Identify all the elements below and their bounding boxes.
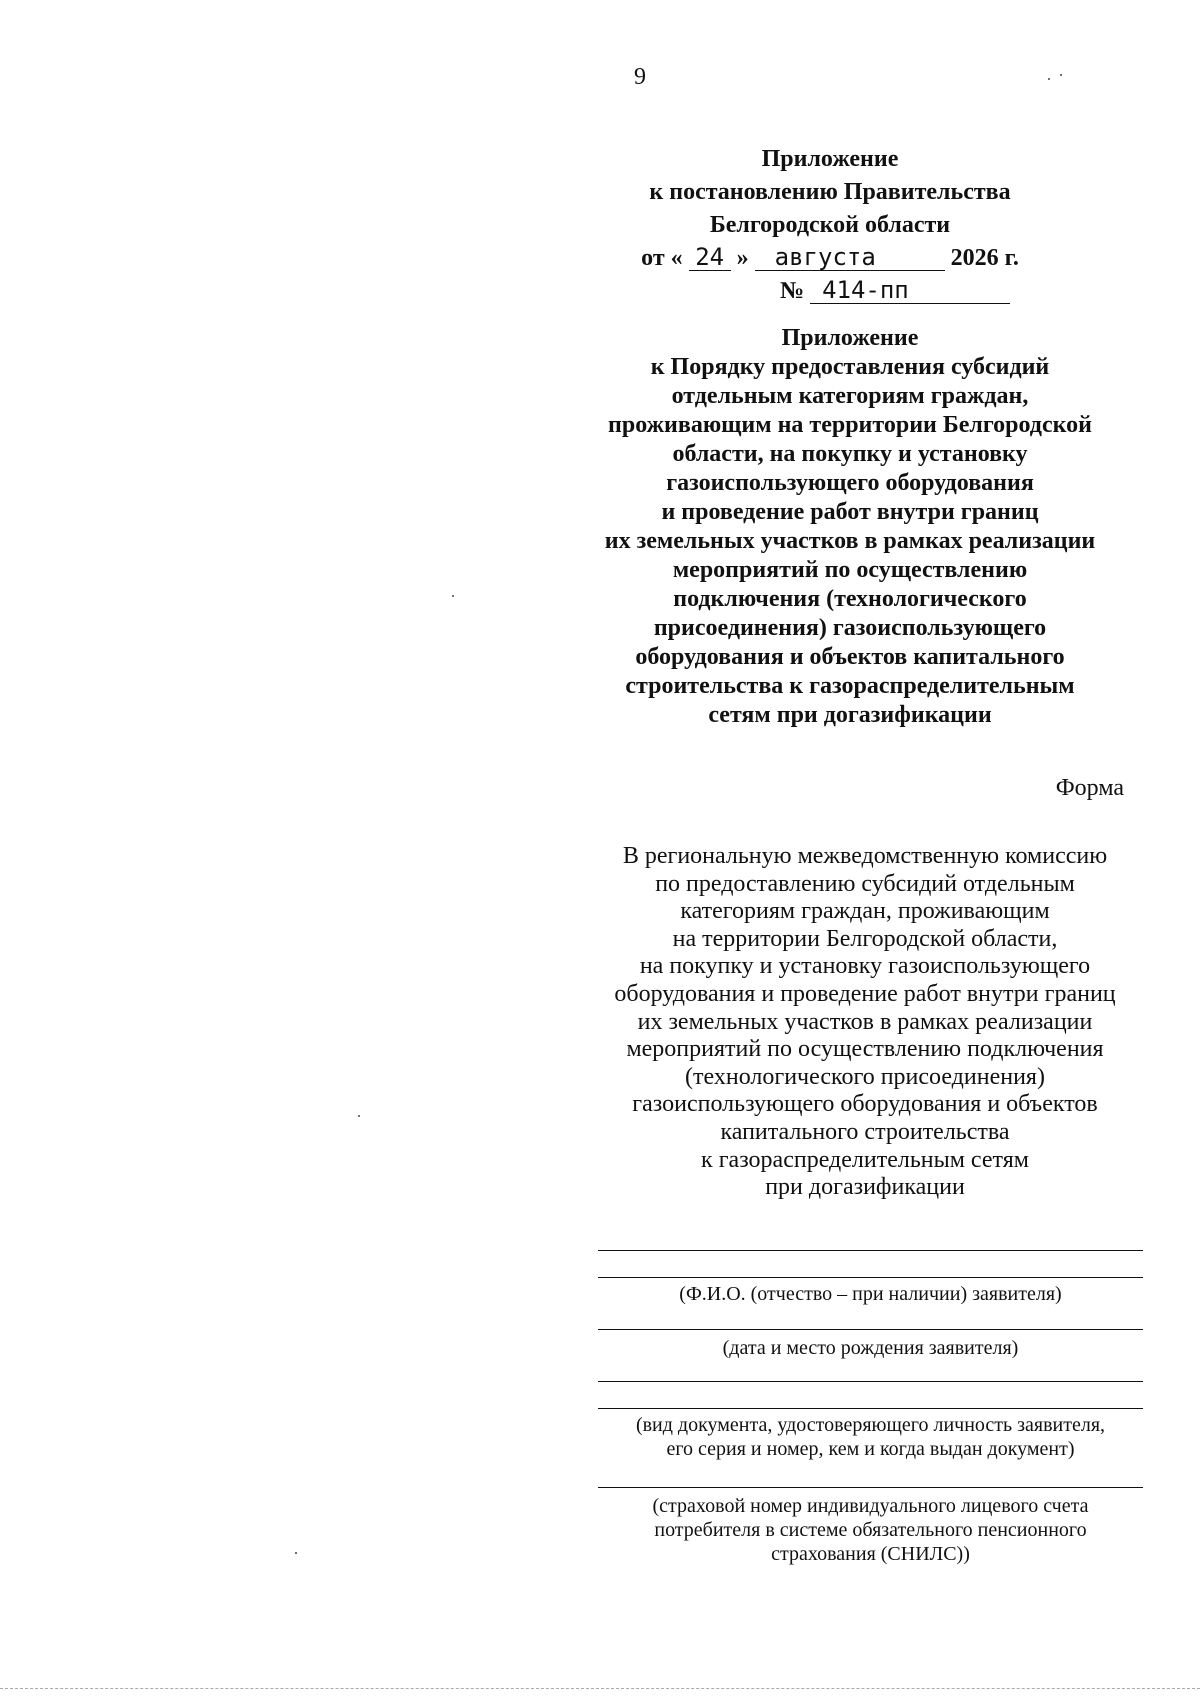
addressee-line: на покупку и установку газоиспользующего (639, 953, 1091, 980)
birth-caption: (дата и место рождения заявителя) (722, 1337, 1019, 1359)
appendix-line-2: Белгородской области (709, 212, 951, 238)
birth-blank-line (598, 1329, 1143, 1330)
document-blank-line-1 (598, 1381, 1143, 1382)
order-appendix-line: к Порядку предоставления субсидий (650, 354, 1050, 380)
order-appendix-line: Приложение (781, 325, 919, 351)
snils-caption-line: потребителя в системе обязательного пенсионного (654, 1519, 1087, 1541)
snils-blank-line (598, 1487, 1143, 1488)
order-appendix-line: сетям при догазификации (708, 702, 992, 728)
addressee-line: их земельных участков в рамках реализации (637, 1008, 1093, 1035)
resolution-number (600, 275, 1060, 308)
addressee-line: по предоставлению субсидий отдельным (655, 870, 1075, 897)
snils-caption (598, 1494, 1143, 1566)
addressee-block (585, 843, 1145, 1202)
order-appendix-line: строительства к газораспределительным (625, 673, 1075, 699)
order-appendix-line: подключения (технологического (673, 586, 1027, 612)
addressee-line: категориям граждан, проживающим (680, 898, 1050, 925)
addressee-line: газоиспользующего оборудования и объектов (632, 1091, 1098, 1118)
addressee-line: капитального строительства (720, 1118, 1010, 1145)
order-appendix-header (575, 324, 1125, 730)
scan-speck (452, 595, 454, 597)
addressee-line: мероприятий по осуществлению подключения (626, 1036, 1104, 1063)
date-close: » (736, 245, 749, 271)
addressee-line: при догазификации (765, 1174, 965, 1201)
document-caption-line: (вид документа, удостоверяющего личность заявителя, (635, 1414, 1106, 1436)
fio-blank-line-1 (598, 1250, 1143, 1251)
addressee-line: к газораспределительным сетям (701, 1146, 1029, 1173)
appendix-line-1: к постановлению Правительства (649, 179, 1011, 205)
date-year: 2026 г. (950, 245, 1019, 271)
order-appendix-line: их земельных участков в рамках реализации (604, 528, 1096, 554)
number-prefix: № (779, 278, 805, 304)
addressee-line: на территории Белгородской области, (672, 925, 1058, 952)
order-appendix-line: проживающим на территории Белгородской (608, 412, 1092, 438)
order-appendix-line: мероприятий по осуществлению (672, 557, 1028, 583)
form-label: Форма (1055, 775, 1124, 801)
scan-speck (1060, 74, 1062, 76)
resolution-date (600, 242, 1060, 275)
fio-caption: (Ф.И.О. (отчество – при наличии) заявителя) (679, 1283, 1062, 1305)
date-prefix: от « (641, 245, 683, 271)
addressee-line: оборудования и проведение работ внутри границ (614, 980, 1116, 1007)
order-appendix-line: оборудования и объектов капитального (635, 644, 1065, 670)
appendix-title: Приложение (761, 146, 899, 172)
document-caption (598, 1413, 1143, 1461)
scan-speck (358, 1115, 360, 1117)
number-value: 414-пп (810, 277, 1010, 304)
order-appendix-line: и проведение работ внутри границ (661, 499, 1039, 525)
scan-speck (295, 1552, 297, 1554)
scan-edge-line (0, 1688, 1200, 1689)
order-appendix-line: присоединения) газоиспользующего (653, 615, 1047, 641)
document-blank-line-2 (598, 1408, 1143, 1409)
page-number: 9 (634, 64, 646, 90)
order-appendix-line: отдельным категориям граждан, (671, 383, 1029, 409)
fio-blank-line-2 (598, 1277, 1143, 1278)
order-appendix-line: газоиспользующего оборудования (666, 470, 1034, 496)
order-appendix-line: области, на покупку и установку (672, 441, 1028, 467)
document-caption-line: его серия и номер, кем и когда выдан документ) (666, 1438, 1075, 1460)
date-month: августа (755, 244, 945, 271)
addressee-line: (технологического присоединения) (685, 1063, 1045, 1090)
date-day: 24 (689, 244, 731, 271)
scan-speck (1048, 78, 1050, 80)
snils-caption-line: (страховой номер индивидуального лицевого счета (652, 1495, 1089, 1517)
resolution-appendix-header (600, 143, 1060, 308)
addressee-line: В региональную межведомственную комиссию (622, 843, 1108, 869)
snils-caption-line: страхования (СНИЛС)) (771, 1543, 970, 1565)
